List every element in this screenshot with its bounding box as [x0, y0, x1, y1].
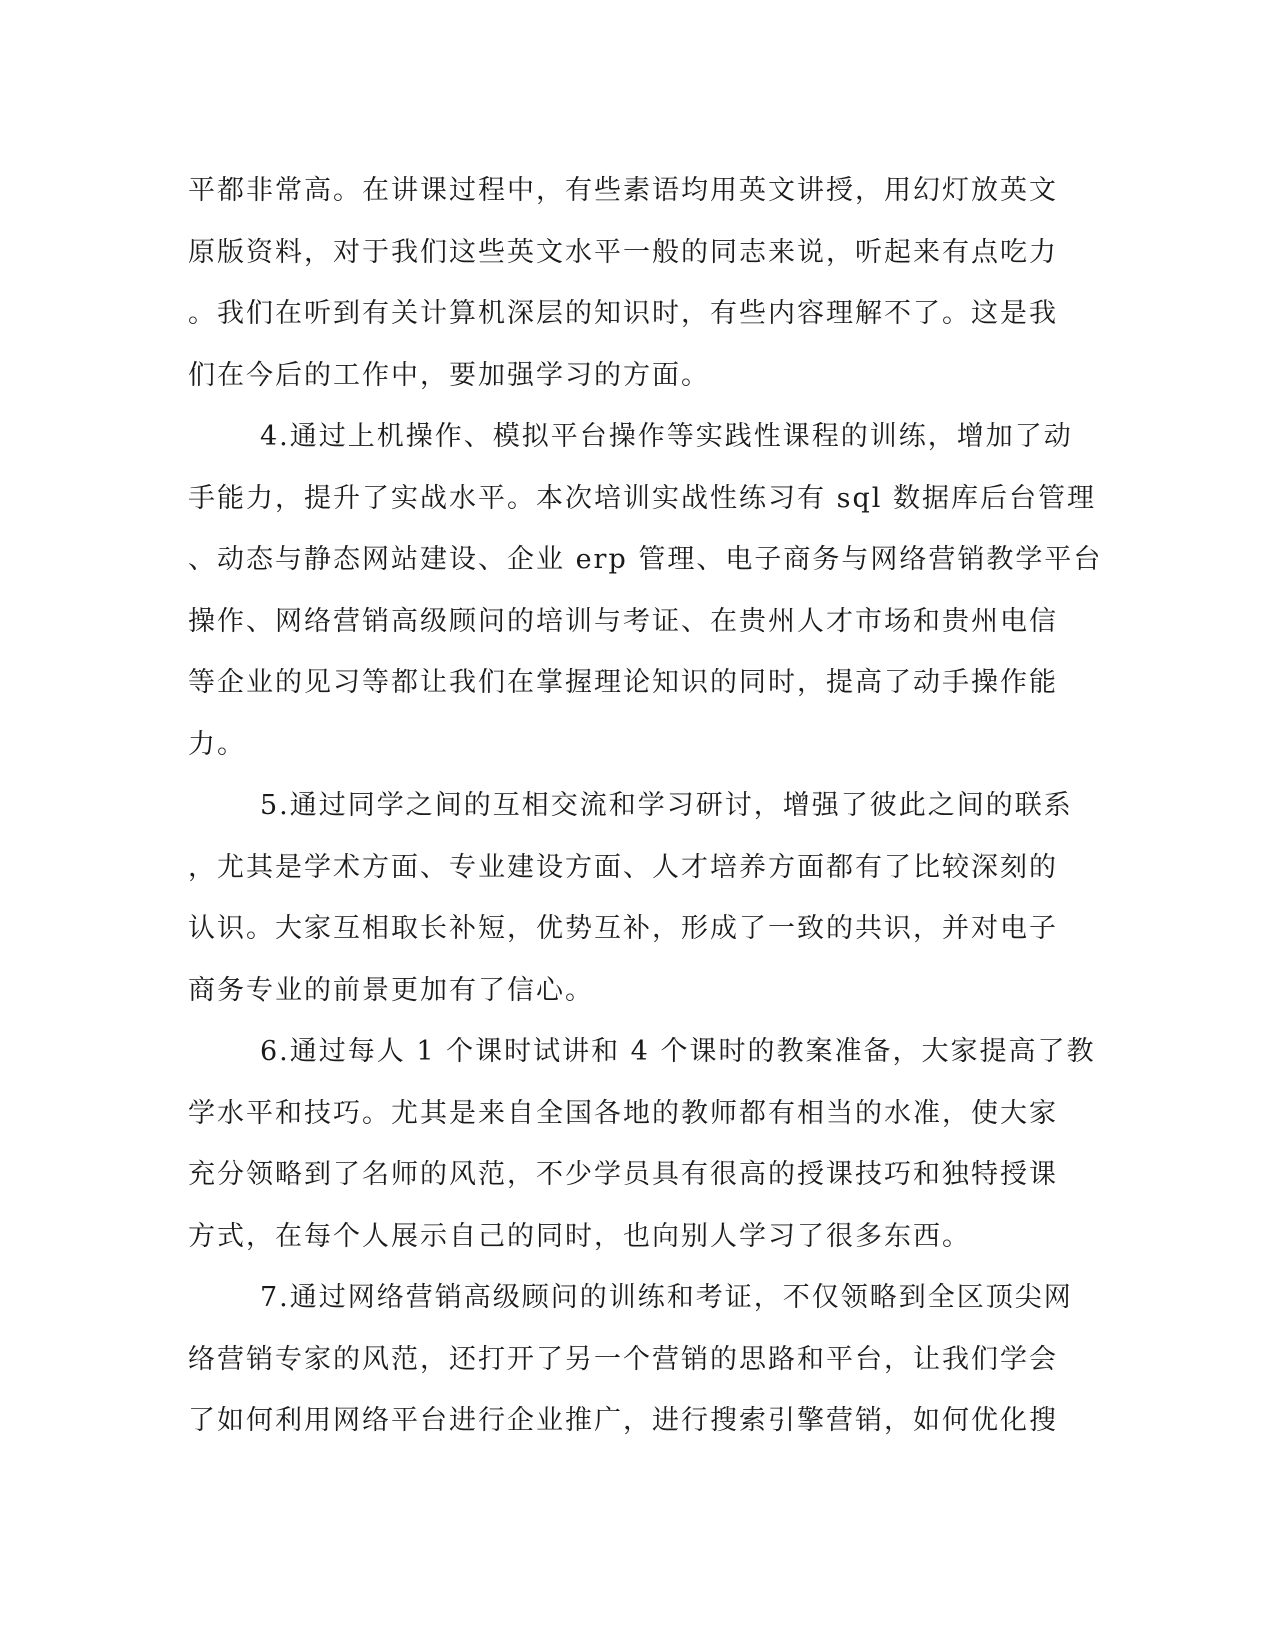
text-line: 等企业的见习等都让我们在掌握理论知识的同时，提高了动手操作能: [188, 667, 1058, 698]
text-line: 。我们在听到有关计算机深层的知识时，有些内容理解不了。这是我: [188, 298, 1058, 329]
paragraph-6-first-line: 6.通过每人 1 个课时试讲和 4 个课时的教案准备，大家提高了教: [260, 1036, 1096, 1067]
paragraph-4-first-line: 4.通过上机操作、模拟平台操作等实践性课程的训练，增加了动: [260, 421, 1073, 452]
text-line: 手能力，提升了实战水平。本次培训实战性练习有 sql 数据库后台管理: [188, 482, 1096, 514]
text-line: 认识。大家互相取长补短，优势互补，形成了一致的共识，并对电子: [188, 913, 1058, 944]
text-line: 络营销专家的风范，还打开了另一个营销的思路和平台，让我们学会: [188, 1343, 1058, 1375]
text-line: 商务专业的前景更加有了信心。: [188, 974, 594, 1006]
paragraph-5-first-line: 5.通过同学之间的互相交流和学习研讨，增强了彼此之间的联系: [260, 790, 1073, 821]
text-line: 平都非常高。在讲课过程中，有些素语均用英文讲授，用幻灯放英文: [188, 175, 1058, 206]
text-line: ，尤其是学术方面、专业建设方面、人才培养方面都有了比较深刻的: [188, 851, 1058, 883]
paragraph-7-first-line: 7.通过网络营销高级顾问的训练和考证，不仅领略到全区顶尖网: [260, 1282, 1073, 1313]
text-line: 们在今后的工作中，要加强学习的方面。: [188, 359, 710, 391]
text-line: 学水平和技巧。尤其是来自全国各地的教师都有相当的水准，使大家: [188, 1097, 1058, 1129]
text-line: 方式，在每个人展示自己的同时，也向别人学习了很多东西。: [188, 1220, 971, 1252]
text-line: 充分领略到了名师的风范，不少学员具有很高的授课技巧和独特授课: [188, 1159, 1058, 1190]
body-text: [188, 160, 1103, 1452]
text-line: 、动态与静态网站建设、企业 erp 管理、电子商务与网络营销教学平台: [188, 544, 1103, 575]
text-line: 力。: [188, 728, 246, 760]
text-line: 原版资料，对于我们这些英文水平一般的同志来说，听起来有点吃力: [188, 236, 1058, 268]
text-line: 了如何利用网络平台进行企业推广，进行搜索引擎营销，如何优化搜: [188, 1405, 1058, 1436]
text-line: 操作、网络营销高级顾问的培训与考证、在贵州人才市场和贵州电信: [188, 605, 1058, 637]
